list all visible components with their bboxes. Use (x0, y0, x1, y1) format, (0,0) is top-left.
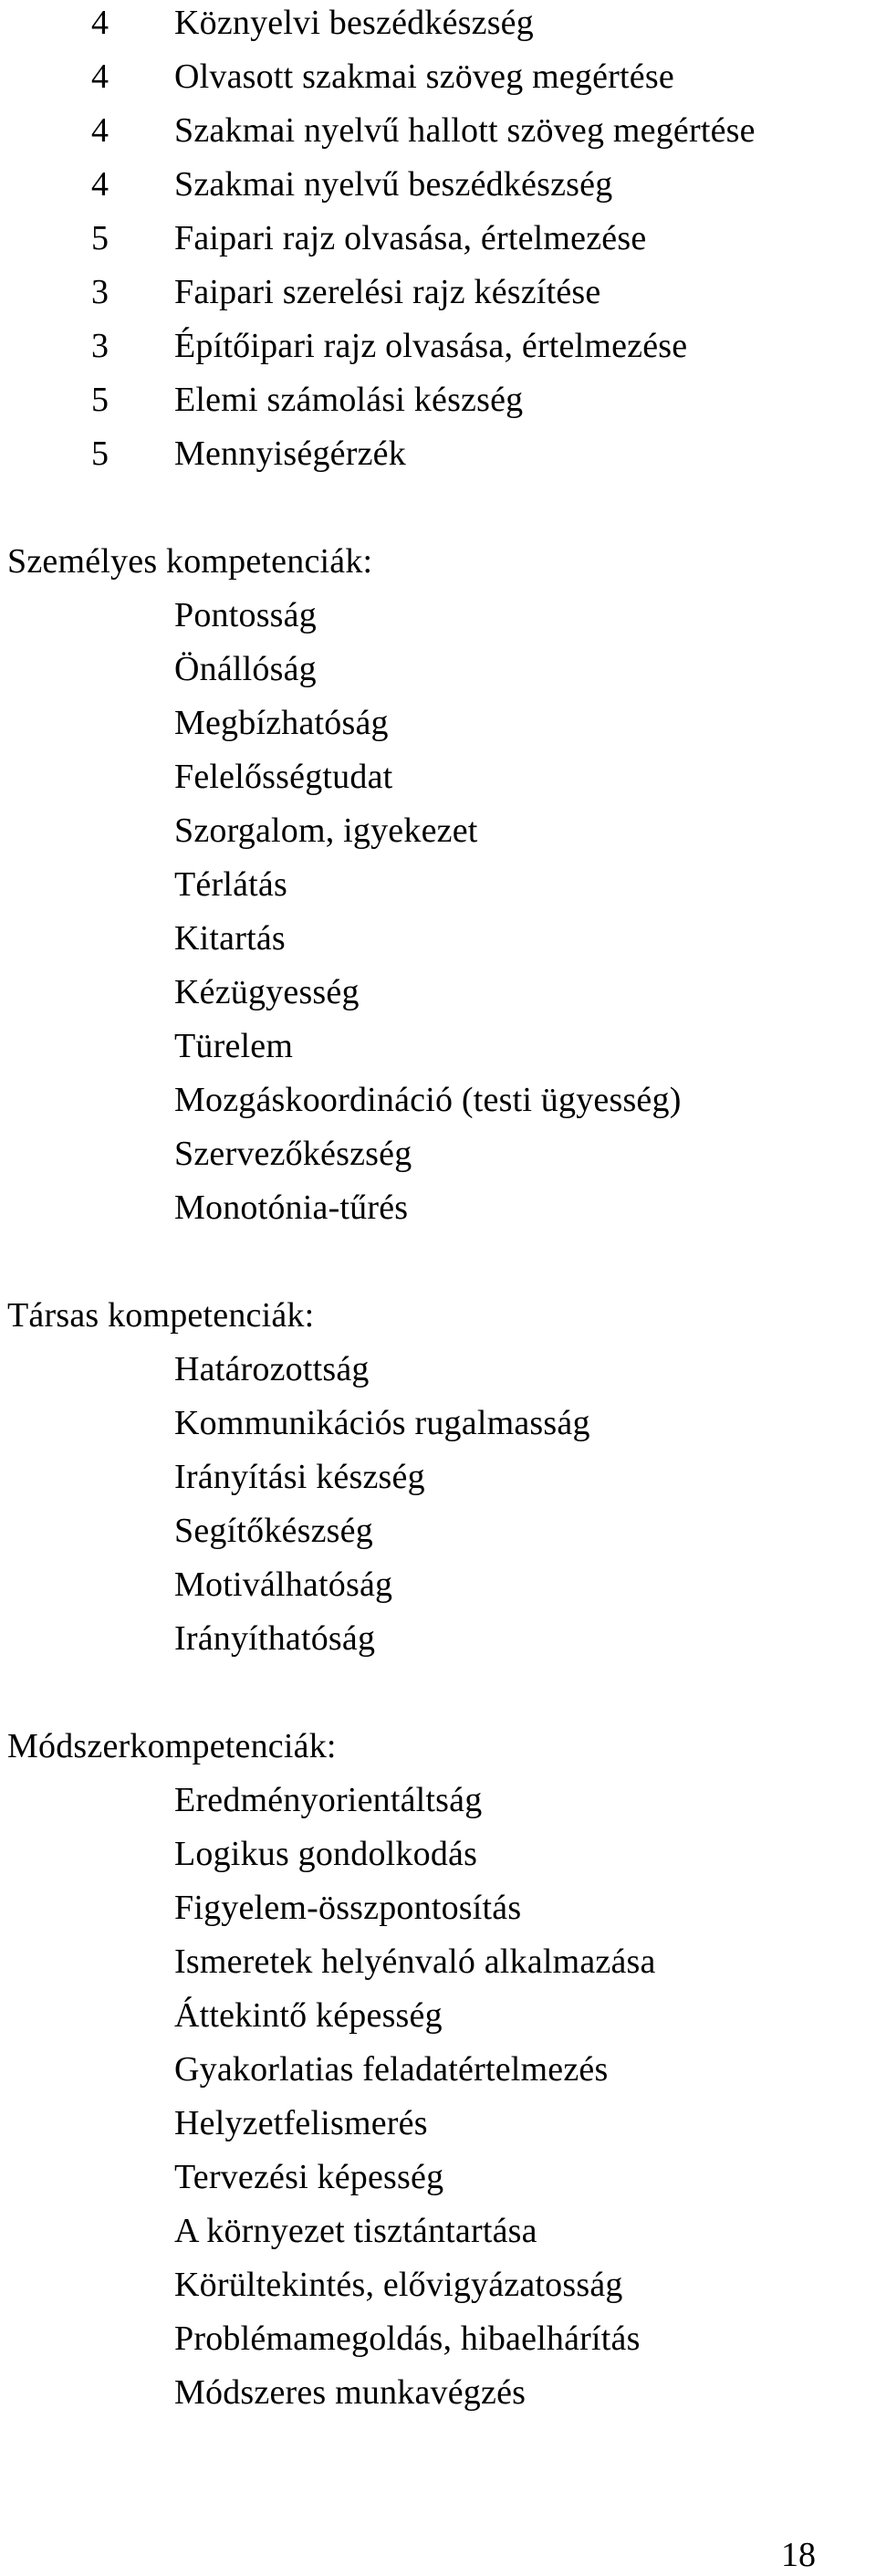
skill-score: 3 (91, 327, 110, 365)
skill-name: Építőipari rajz olvasása, értelmezése (174, 327, 688, 365)
skill-name: Elemi számolási készség (174, 381, 524, 419)
skill-name: Mennyiségérzék (174, 435, 406, 473)
competence-item: Logikus gondolkodás (174, 1835, 478, 1873)
competence-item: Ismeretek helyénvaló alkalmazása (174, 1942, 656, 1981)
competence-item: Szervezőkészség (174, 1135, 412, 1173)
competence-item: Pontosság (174, 596, 317, 634)
competence-item: Motiválhatóság (174, 1565, 393, 1604)
competence-item: Helyzetfelismerés (174, 2104, 428, 2142)
competence-item: Figyelem-összpontosítás (174, 1889, 522, 1927)
competence-item: Kommunikációs rugalmasság (174, 1404, 590, 1442)
competence-item: A környezet tisztántartása (174, 2212, 537, 2250)
section-heading-method: Módszerkompetenciák: (7, 1727, 337, 1765)
skill-name: Szakmai nyelvű hallott szöveg megértése (174, 111, 756, 150)
competence-item: Körültekintés, elővigyázatosság (174, 2266, 623, 2304)
competence-item: Térlátás (174, 865, 287, 904)
competence-item: Eredményorientáltság (174, 1781, 483, 1819)
competence-item: Mozgáskoordináció (testi ügyesség) (174, 1081, 682, 1119)
skill-score: 4 (91, 165, 110, 204)
skill-score: 5 (91, 435, 110, 473)
skill-score: 5 (91, 219, 110, 257)
skill-name: Szakmai nyelvű beszédkészség (174, 165, 613, 204)
skill-score: 4 (91, 4, 110, 42)
competence-item: Irányítási készség (174, 1458, 425, 1496)
competence-item: Határozottság (174, 1350, 370, 1388)
competence-item: Irányíthatóság (174, 1619, 376, 1658)
skill-score: 4 (91, 58, 110, 96)
competence-item: Felelősségtudat (174, 758, 393, 796)
section-heading-social: Társas kompetenciák: (7, 1296, 315, 1335)
competence-item: Tervezési képesség (174, 2158, 444, 2196)
skill-name: Faipari rajz olvasása, értelmezése (174, 219, 647, 257)
competence-item: Kitartás (174, 919, 286, 958)
page-number: 18 (781, 2536, 816, 2574)
competence-item: Módszeres munkavégzés (174, 2373, 527, 2412)
skill-name: Olvasott szakmai szöveg megértése (174, 58, 674, 96)
competence-item: Megbízhatóság (174, 704, 389, 742)
skill-score: 4 (91, 111, 110, 150)
competence-item: Gyakorlatias feladatértelmezés (174, 2050, 609, 2089)
section-heading-personal: Személyes kompetenciák: (7, 542, 373, 581)
competence-item: Segítőkészség (174, 1512, 373, 1550)
competence-item: Monotónia-tűrés (174, 1189, 409, 1227)
skill-score: 5 (91, 381, 110, 419)
skill-score: 3 (91, 273, 110, 311)
competence-item: Problémamegoldás, hibaelhárítás (174, 2319, 641, 2358)
competence-item: Szorgalom, igyekezet (174, 812, 478, 850)
competence-item: Kézügyesség (174, 973, 360, 1011)
skill-name: Faipari szerelési rajz készítése (174, 273, 601, 311)
competence-item: Önállóság (174, 650, 317, 688)
competence-item: Áttekintő képesség (174, 1996, 443, 2035)
competence-item: Türelem (174, 1027, 294, 1065)
skill-name: Köznyelvi beszédkészség (174, 4, 534, 42)
